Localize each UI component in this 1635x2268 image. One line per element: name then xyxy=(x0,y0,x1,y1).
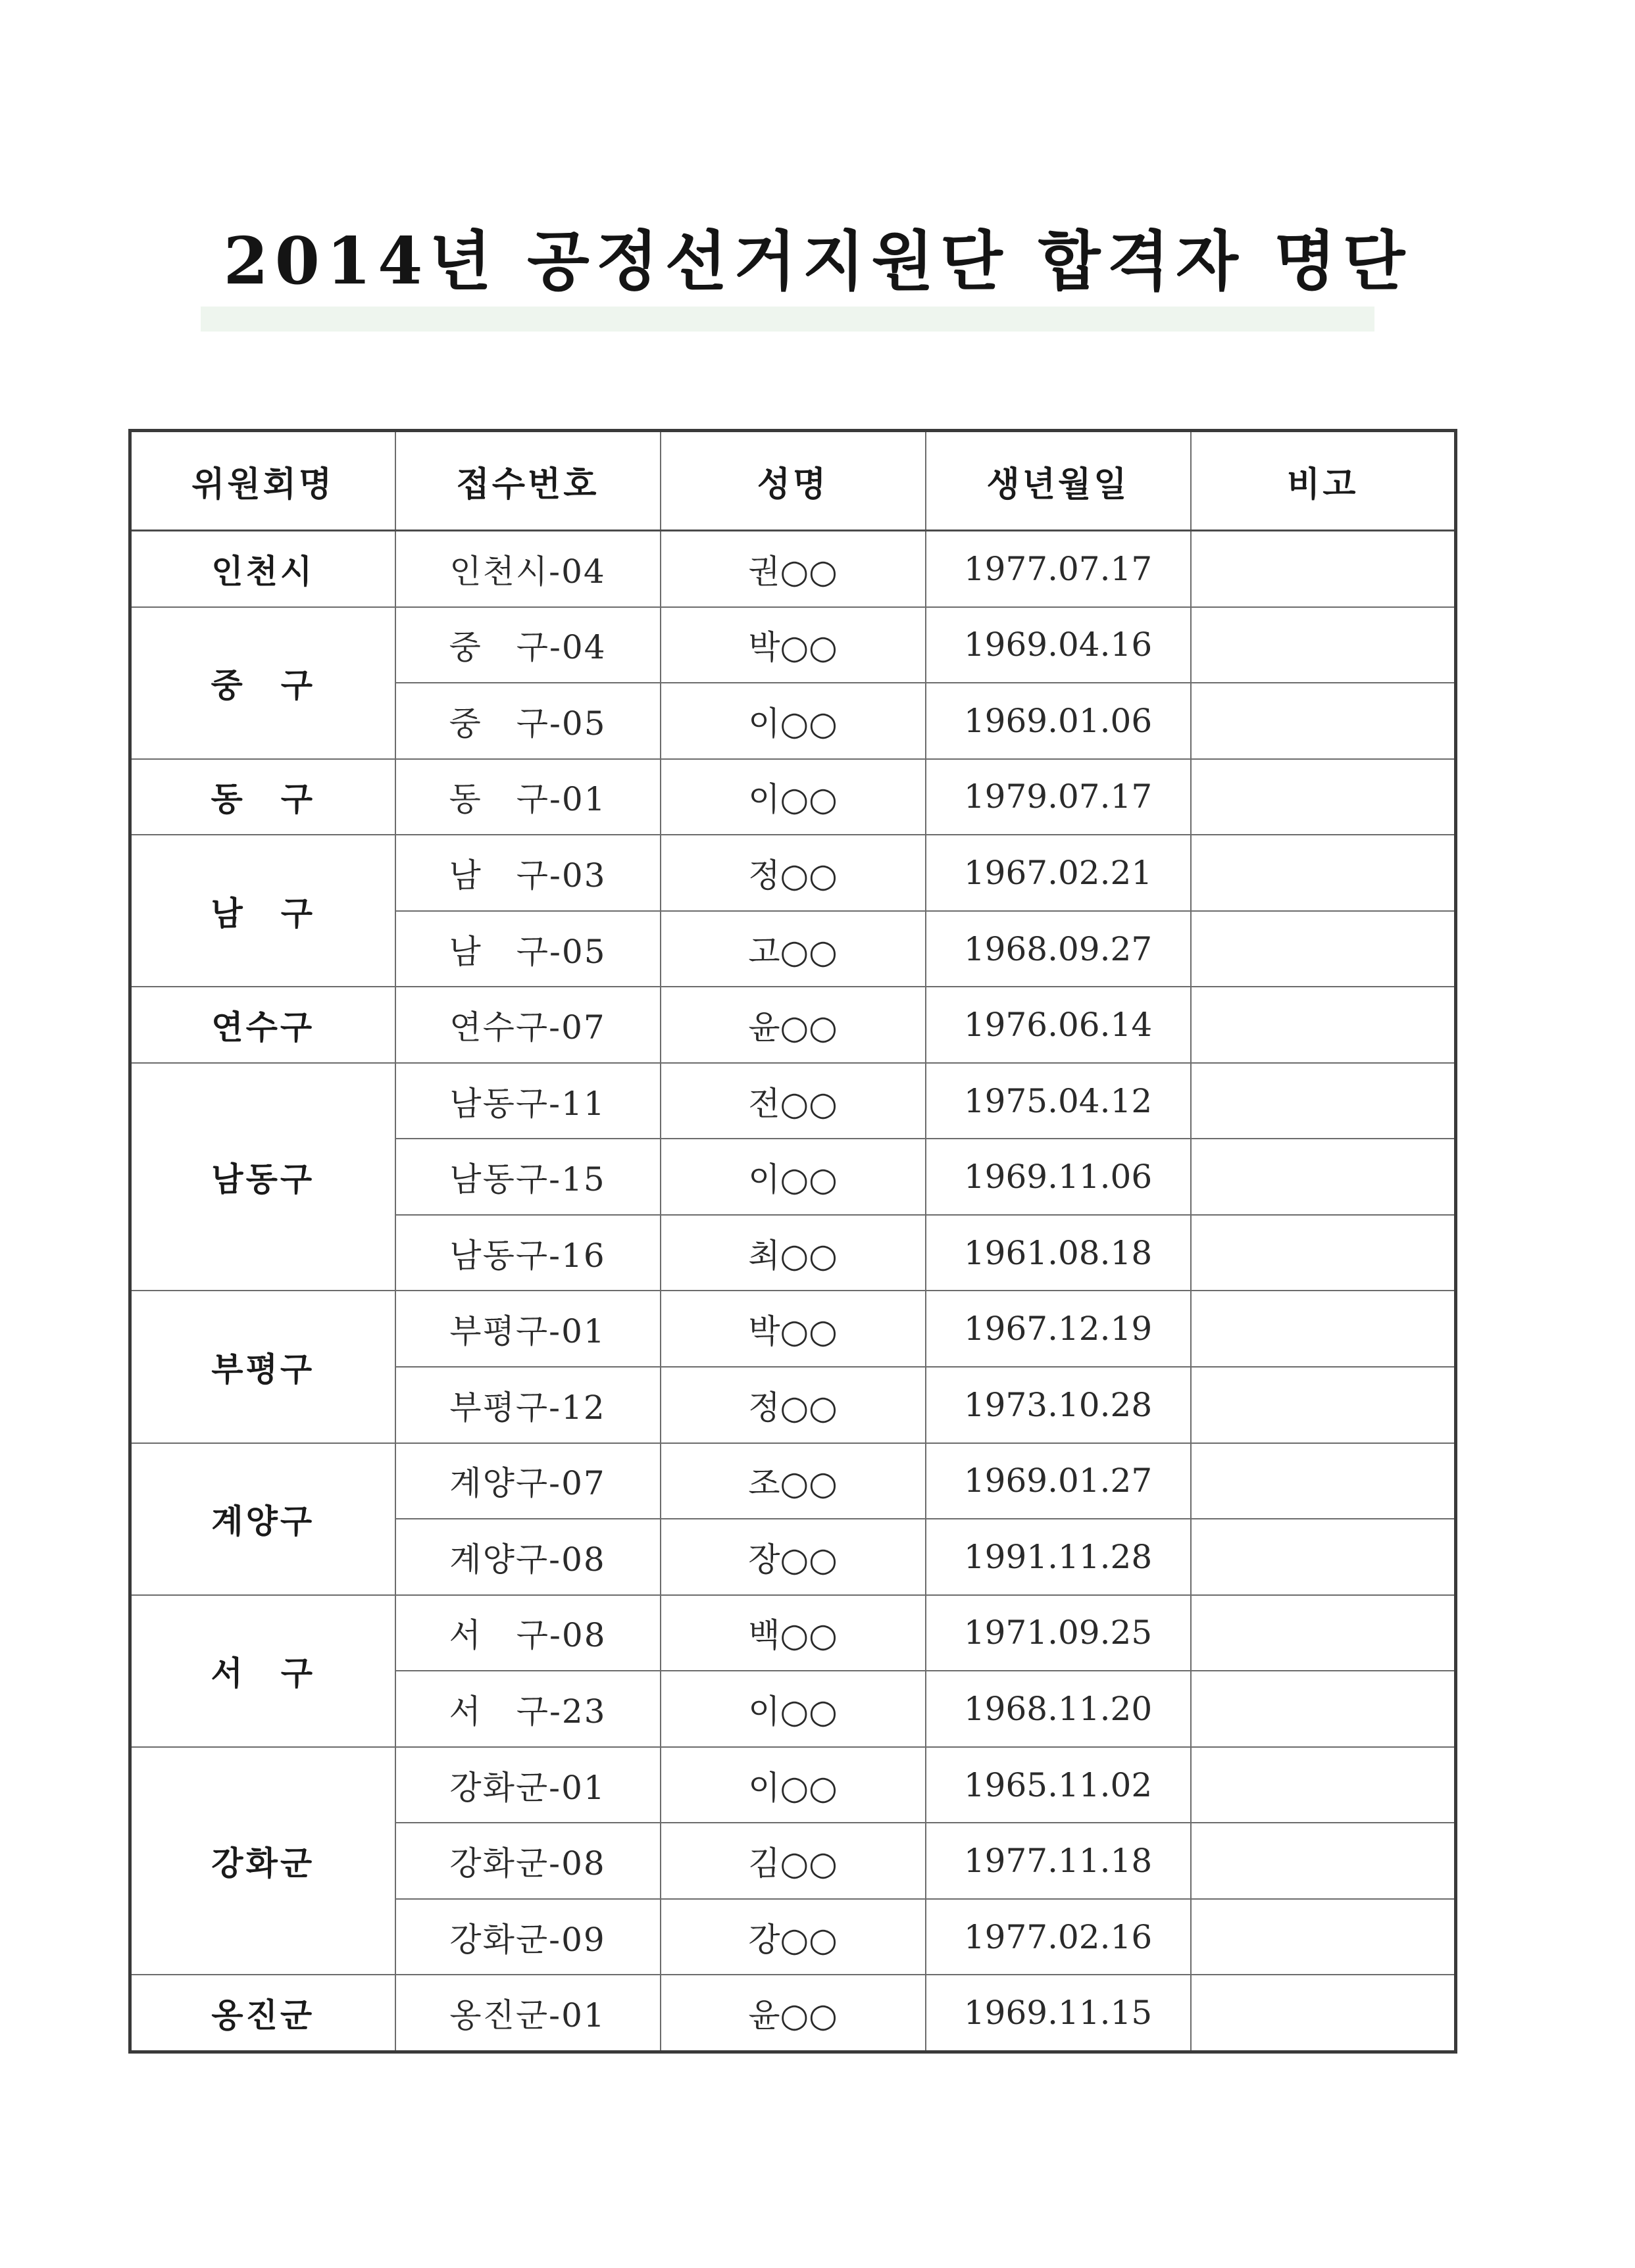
remarks-cell xyxy=(1191,1215,1456,1291)
birthdate-cell: 1973.10.28 xyxy=(926,1367,1191,1443)
receipt-number-cell: 강화군-08 xyxy=(395,1823,661,1899)
birthdate-cell: 1991.11.28 xyxy=(926,1519,1191,1595)
committee-cell: 중 구 xyxy=(130,607,395,759)
table-row xyxy=(130,1443,1456,1519)
birthdate-cell: 1969.01.06 xyxy=(926,683,1191,759)
birthdate-cell: 1977.11.18 xyxy=(926,1823,1191,1899)
name-cell: 조○○ xyxy=(661,1443,926,1519)
name-cell: 이○○ xyxy=(661,683,926,759)
title-underline xyxy=(201,307,1374,332)
table-row xyxy=(130,835,1456,911)
receipt-number-cell: 남 구-03 xyxy=(395,835,661,911)
receipt-number-cell: 남 구-05 xyxy=(395,911,661,987)
name-cell: 장○○ xyxy=(661,1519,926,1595)
committee-cell: 부평구 xyxy=(130,1291,395,1442)
birthdate-cell: 1977.07.17 xyxy=(926,531,1191,607)
header-receipt-number: 접수번호 xyxy=(395,431,661,531)
remarks-cell xyxy=(1191,1519,1456,1595)
receipt-number-cell: 동 구-01 xyxy=(395,759,661,835)
passer-roster-table xyxy=(128,429,1457,2054)
birthdate-cell: 1961.08.18 xyxy=(926,1215,1191,1291)
header-row xyxy=(130,431,1456,531)
header-committee: 위원회명 xyxy=(130,431,395,531)
header-remarks: 비고 xyxy=(1191,431,1456,531)
remarks-cell xyxy=(1191,1823,1456,1899)
receipt-number-cell: 중 구-04 xyxy=(395,607,661,683)
receipt-number-cell: 부평구-01 xyxy=(395,1291,661,1367)
birthdate-cell: 1965.11.02 xyxy=(926,1747,1191,1823)
remarks-cell xyxy=(1191,607,1456,683)
name-cell: 강○○ xyxy=(661,1899,926,1975)
remarks-cell xyxy=(1191,683,1456,759)
table-row xyxy=(130,607,1456,683)
receipt-number-cell: 강화군-09 xyxy=(395,1899,661,1975)
committee-cell: 동 구 xyxy=(130,759,395,835)
name-cell: 고○○ xyxy=(661,911,926,987)
table-row xyxy=(130,1595,1456,1671)
table-row xyxy=(130,1975,1456,2052)
name-cell: 백○○ xyxy=(661,1595,926,1671)
name-cell: 김○○ xyxy=(661,1823,926,1899)
receipt-number-cell: 서 구-08 xyxy=(395,1595,661,1671)
remarks-cell xyxy=(1191,759,1456,835)
remarks-cell xyxy=(1191,1063,1456,1139)
table-row xyxy=(130,759,1456,835)
name-cell: 권○○ xyxy=(661,531,926,607)
header-birthdate: 생년월일 xyxy=(926,431,1191,531)
name-cell: 이○○ xyxy=(661,759,926,835)
remarks-cell xyxy=(1191,1975,1456,2052)
remarks-cell xyxy=(1191,911,1456,987)
committee-cell: 인천시 xyxy=(130,531,395,607)
remarks-cell xyxy=(1191,531,1456,607)
birthdate-cell: 1979.07.17 xyxy=(926,759,1191,835)
table-body xyxy=(130,531,1456,2052)
receipt-number-cell: 계양구-07 xyxy=(395,1443,661,1519)
receipt-number-cell: 중 구-05 xyxy=(395,683,661,759)
birthdate-cell: 1971.09.25 xyxy=(926,1595,1191,1671)
birthdate-cell: 1976.06.14 xyxy=(926,987,1191,1063)
document-title: 2014년 공정선거지원단 합격자 명단 xyxy=(223,224,1412,299)
name-cell: 이○○ xyxy=(661,1671,926,1747)
birthdate-cell: 1968.09.27 xyxy=(926,911,1191,987)
name-cell: 정○○ xyxy=(661,1367,926,1443)
committee-cell: 남 구 xyxy=(130,835,395,987)
name-cell: 이○○ xyxy=(661,1747,926,1823)
name-cell: 윤○○ xyxy=(661,987,926,1063)
remarks-cell xyxy=(1191,1671,1456,1747)
remarks-cell xyxy=(1191,1139,1456,1215)
remarks-cell xyxy=(1191,1367,1456,1443)
header-name: 성명 xyxy=(661,431,926,531)
receipt-number-cell: 서 구-23 xyxy=(395,1671,661,1747)
birthdate-cell: 1977.02.16 xyxy=(926,1899,1191,1975)
table-row xyxy=(130,1063,1456,1139)
name-cell: 윤○○ xyxy=(661,1975,926,2052)
name-cell: 이○○ xyxy=(661,1139,926,1215)
committee-cell: 남동구 xyxy=(130,1063,395,1291)
birthdate-cell: 1969.11.06 xyxy=(926,1139,1191,1215)
receipt-number-cell: 계양구-08 xyxy=(395,1519,661,1595)
committee-cell: 서 구 xyxy=(130,1595,395,1747)
birthdate-cell: 1967.12.19 xyxy=(926,1291,1191,1367)
remarks-cell xyxy=(1191,835,1456,911)
table-header xyxy=(130,431,1456,531)
table-row xyxy=(130,1747,1456,1823)
table-row xyxy=(130,1291,1456,1367)
name-cell: 박○○ xyxy=(661,607,926,683)
committee-cell: 연수구 xyxy=(130,987,395,1063)
table-row xyxy=(130,531,1456,607)
birthdate-cell: 1969.11.15 xyxy=(926,1975,1191,2052)
birthdate-cell: 1967.02.21 xyxy=(926,835,1191,911)
remarks-cell xyxy=(1191,987,1456,1063)
birthdate-cell: 1968.11.20 xyxy=(926,1671,1191,1747)
name-cell: 박○○ xyxy=(661,1291,926,1367)
birthdate-cell: 1969.04.16 xyxy=(926,607,1191,683)
name-cell: 정○○ xyxy=(661,835,926,911)
committee-cell: 옹진군 xyxy=(130,1975,395,2052)
receipt-number-cell: 남동구-11 xyxy=(395,1063,661,1139)
receipt-number-cell: 강화군-01 xyxy=(395,1747,661,1823)
birthdate-cell: 1975.04.12 xyxy=(926,1063,1191,1139)
remarks-cell xyxy=(1191,1291,1456,1367)
receipt-number-cell: 남동구-16 xyxy=(395,1215,661,1291)
remarks-cell xyxy=(1191,1747,1456,1823)
receipt-number-cell: 남동구-15 xyxy=(395,1139,661,1215)
receipt-number-cell: 인천시-04 xyxy=(395,531,661,607)
name-cell: 전○○ xyxy=(661,1063,926,1139)
remarks-cell xyxy=(1191,1443,1456,1519)
remarks-cell xyxy=(1191,1899,1456,1975)
birthdate-cell: 1969.01.27 xyxy=(926,1443,1191,1519)
name-cell: 최○○ xyxy=(661,1215,926,1291)
committee-cell: 계양구 xyxy=(130,1443,395,1595)
receipt-number-cell: 연수구-07 xyxy=(395,987,661,1063)
remarks-cell xyxy=(1191,1595,1456,1671)
table-row xyxy=(130,987,1456,1063)
committee-cell: 강화군 xyxy=(130,1747,395,1975)
receipt-number-cell: 부평구-12 xyxy=(395,1367,661,1443)
receipt-number-cell: 옹진군-01 xyxy=(395,1975,661,2052)
